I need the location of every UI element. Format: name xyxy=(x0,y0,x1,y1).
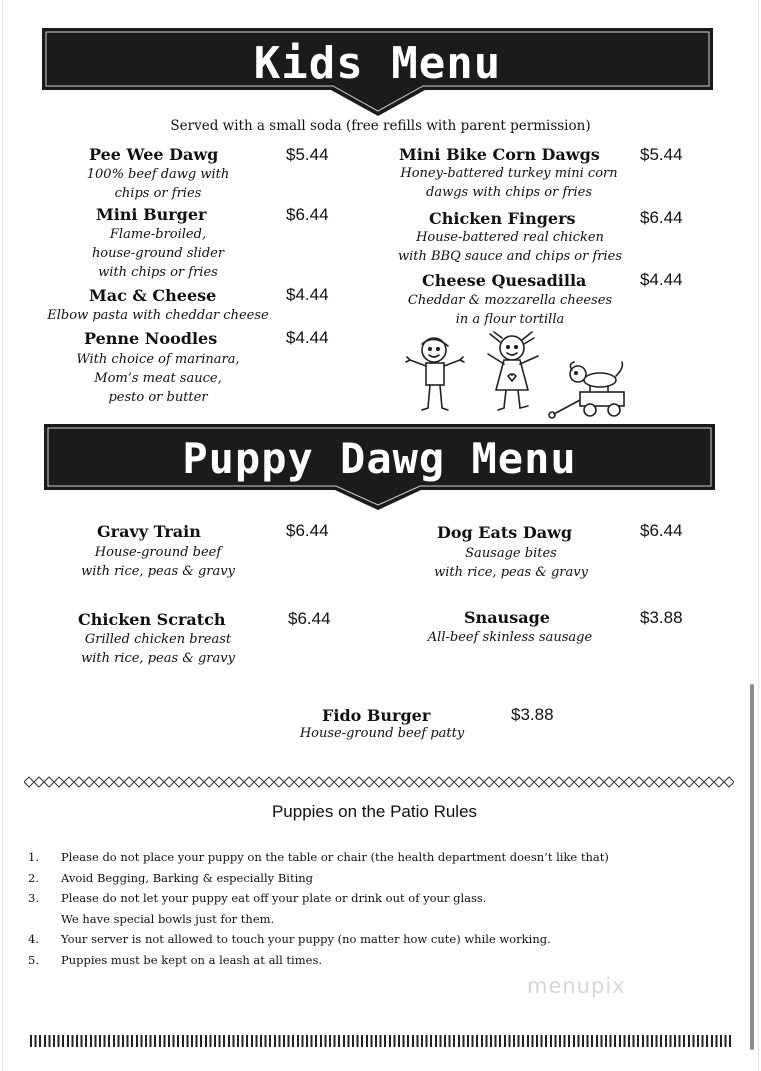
item-description: Grilled chicken breast with rice, peas & gravy xyxy=(81,632,235,666)
rule-text: Your server is not allowed to touch your puppy (no matter how cute) while working. xyxy=(61,932,551,946)
item-name: Mini Burger xyxy=(96,205,207,224)
rule-item xyxy=(28,871,728,892)
item-name: Mini Bike Corn Dawgs xyxy=(399,145,600,164)
rule-item xyxy=(28,912,728,933)
item-description: Flame-broiled, house-ground slider with chips or fries xyxy=(91,227,225,280)
item-price: $4.44 xyxy=(640,270,683,289)
kids-menu-title: Kids Menu xyxy=(253,38,502,89)
kids-menu-subtitle: Served with a small soda (free refills with parent permission) xyxy=(170,118,591,134)
item-name: Chicken Fingers xyxy=(429,209,576,228)
puppy-menu-title: Puppy Dawg Menu xyxy=(182,434,577,483)
item-name: Mac & Cheese xyxy=(89,286,217,305)
item-name: Fido Burger xyxy=(322,706,431,725)
kids-drawing-illustration xyxy=(404,330,632,422)
item-name: Pee Wee Dawg xyxy=(89,145,219,164)
girl-figure xyxy=(488,332,538,410)
item-description: 100% beef dawg with chips or fries xyxy=(86,167,230,201)
item-price: $3.88 xyxy=(511,705,554,724)
rule-text: Avoid Begging, Barking & especially Biting xyxy=(61,870,314,885)
item-price: $3.88 xyxy=(640,608,683,627)
dog-wagon xyxy=(549,362,624,418)
item-description: House-ground beef patty xyxy=(299,726,465,741)
rule-text: Please do not let your puppy eat off your plate or drink out of your glass. xyxy=(61,891,487,905)
item-name: Snausage xyxy=(464,608,550,627)
patio-rules-title: Puppies on the Patio Rules xyxy=(271,802,478,821)
patio-rules-list xyxy=(28,850,728,973)
rule-text: We have special bowls just for them. xyxy=(61,911,275,926)
item-description: House-ground beef with rice, peas & gravy xyxy=(81,545,235,579)
item-price: $6.44 xyxy=(286,205,329,224)
item-price: $6.44 xyxy=(640,208,683,227)
diamond-divider xyxy=(24,775,734,789)
item-description: Honey-battered turkey mini corn dawgs with chips or fries xyxy=(400,166,618,200)
item-price: $5.44 xyxy=(640,145,683,164)
rule-number: 5. xyxy=(28,952,39,967)
rule-number: 4. xyxy=(28,932,39,946)
rule-text: Please do not place your puppy on the table or chair (the health department doesn’t like that) xyxy=(61,850,609,864)
rule-item xyxy=(28,932,728,953)
boy-figure xyxy=(406,338,464,410)
rule-number: 3. xyxy=(28,891,39,905)
item-description: Cheddar & mozzarella cheeses in a flour tortilla xyxy=(407,293,613,327)
item-price: $6.44 xyxy=(286,521,329,540)
item-price: $6.44 xyxy=(288,609,331,628)
item-price: $5.44 xyxy=(286,145,329,164)
rule-number: 2. xyxy=(28,870,39,885)
menupix-watermark: menupix xyxy=(527,974,626,998)
item-price: $4.44 xyxy=(286,328,329,347)
rule-number: 1. xyxy=(28,850,39,864)
item-description: House-battered real chicken with BBQ sauce and chips or fries xyxy=(397,230,623,264)
barcode-strip xyxy=(30,1035,732,1047)
kids-menu-banner xyxy=(42,28,713,116)
rule-item xyxy=(28,891,728,912)
item-name: Chicken Scratch xyxy=(78,610,226,629)
rule-text: Puppies must be kept on a leash at all times. xyxy=(61,952,323,967)
scrollbar[interactable] xyxy=(750,684,754,1050)
rule-item xyxy=(28,953,728,974)
item-price: $4.44 xyxy=(286,285,329,304)
item-name: Dog Eats Dawg xyxy=(437,523,573,542)
puppy-menu-banner xyxy=(44,424,715,510)
item-description: All-beef skinless sausage xyxy=(427,630,593,645)
item-price: $6.44 xyxy=(640,521,683,540)
rule-item xyxy=(28,850,728,871)
item-description: With choice of marinara, Mom’s meat sauce, pesto or butter xyxy=(76,352,240,405)
item-description: Elbow pasta with cheddar cheese xyxy=(47,308,269,323)
item-name: Penne Noodles xyxy=(84,329,218,348)
item-description: Sausage bites with rice, peas & gravy xyxy=(434,546,588,580)
item-name: Cheese Quesadilla xyxy=(422,271,587,290)
item-name: Gravy Train xyxy=(97,522,201,541)
